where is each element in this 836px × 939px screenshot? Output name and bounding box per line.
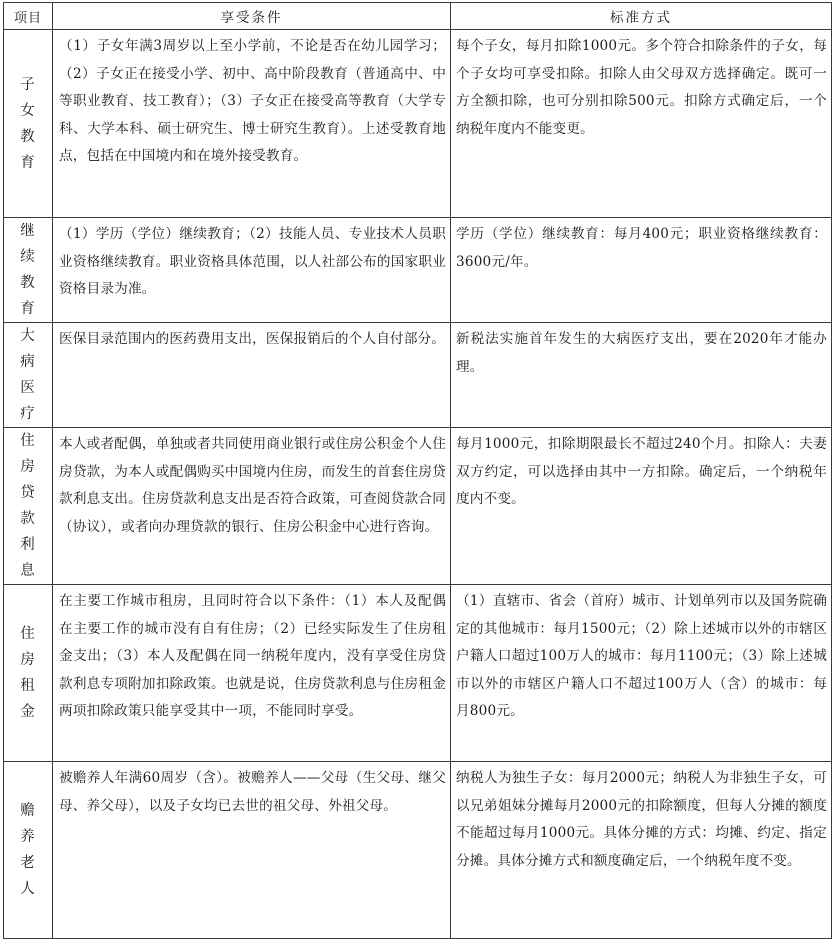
row-item-label: 大病医疗 [4, 323, 53, 428]
row-standard: 纳税人为独生子女：每月2000元；纳税人为非独生子女，可以兄弟姐妹分摊每月2000元的扣除额度，但每人分摊的额度不能超过每月1000元。具体分摊的方式：均摊、约定、指定分摊。具体分摊方式和额度确定后，一个纳税年度不变。 [451, 762, 832, 939]
row-standard: （1）直辖市、省会（首府）城市、计划单列市以及国务院确定的其他城市：每月1500元；（2）除上述城市以外的市辖区户籍人口超过100万人的城市：每月1100元；（3）除上述城市以外的市辖区户籍人口不超过100万人（含）的城市：每月800元。 [451, 585, 832, 762]
row-condition: 在主要工作城市租房，且同时符合以下条件：（1）本人及配偶在主要工作的城市没有自有住房；（2）已经实际发生了住房租金支出；（3）本人及配偶在同一纳税年度内，没有享受住房贷款利息专项附加扣除政策。也就是说，住房贷款利息与住房租金两项扣除政策只能享受其中一项，不能同时享受。 [53, 585, 451, 762]
table-row-child-education [4, 30, 832, 218]
table-row-elderly-support [4, 762, 832, 939]
table-row-serious-illness [4, 323, 832, 428]
special-deduction-table [3, 2, 832, 939]
row-standard: 每月1000元，扣除期限最长不超过240个月。扣除人：夫妻双方约定，可以选择由其中一方扣除。确定后，一个纳税年度内不变。 [451, 428, 832, 585]
deduction-table-page [3, 2, 833, 939]
row-item-label: 赡养老人 [4, 762, 53, 939]
table-row-mortgage-interest [4, 428, 832, 585]
row-item-label: 子女教育 [4, 30, 53, 218]
row-item-label: 住房租金 [4, 585, 53, 762]
table-row-housing-rent [4, 585, 832, 762]
header-item: 项目 [4, 3, 53, 30]
header-standard: 标准方式 [451, 3, 832, 30]
row-condition: （1）子女年满3周岁以上至小学前，不论是否在幼儿园学习；（2）子女正在接受小学、初中、高中阶段教育（普通高中、中等职业教育、技工教育）；（3）子女正在接受高等教育（大学专科、大学本科、硕士研究生、博士研究生教育）。上述受教育地点，包括在中国境内和在境外接受教育。 [53, 30, 451, 218]
row-condition: 医保目录范围内的医药费用支出，医保报销后的个人自付部分。 [53, 323, 451, 428]
row-standard: 新税法实施首年发生的大病医疗支出，要在2020年才能办理。 [451, 323, 832, 428]
row-item-label: 住房贷款利息 [4, 428, 53, 585]
row-standard: 每个子女，每月扣除1000元。多个符合扣除条件的子女，每个子女均可享受扣除。扣除人由父母双方选择确定。既可一方全额扣除，也可分别扣除500元。扣除方式确定后，一个纳税年度内不能变更。 [451, 30, 832, 218]
row-item-label: 继续教育 [4, 218, 53, 323]
header-condition: 享受条件 [53, 3, 451, 30]
table-header-row [4, 3, 832, 30]
table-row-continuing-education [4, 218, 832, 323]
row-condition: 本人或者配偶，单独或者共同使用商业银行或住房公积金个人住房贷款，为本人或配偶购买中国境内住房，而发生的首套住房贷款利息支出。住房贷款利息支出是否符合政策，可查阅贷款合同（协议），或者向办理贷款的银行、住房公积金中心进行咨询。 [53, 428, 451, 585]
row-condition: （1）学历（学位）继续教育；（2）技能人员、专业技术人员职业资格继续教育。职业资格具体范围，以人社部公布的国家职业资格目录为准。 [53, 218, 451, 323]
row-condition: 被赡养人年满60周岁（含）。被赡养人——父母（生父母、继父母、养父母），以及子女均已去世的祖父母、外祖父母。 [53, 762, 451, 939]
row-standard: 学历（学位）继续教育：每月400元；职业资格继续教育：3600元/年。 [451, 218, 832, 323]
